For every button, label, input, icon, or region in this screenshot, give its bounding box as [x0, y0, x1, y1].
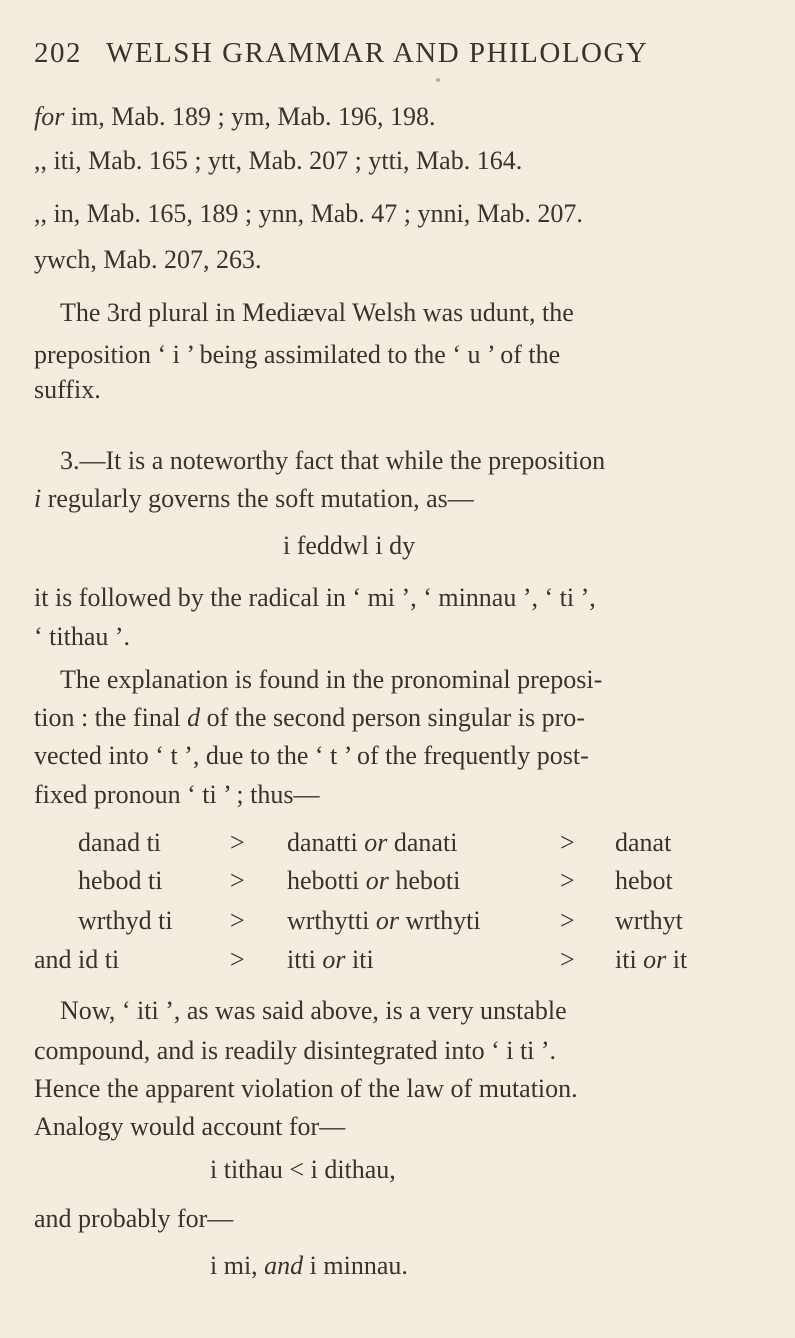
derives-sign: > — [560, 828, 575, 857]
text-run: hebod ti — [78, 866, 163, 895]
text-run: wrthyti — [398, 906, 481, 935]
text-run: suffix. — [34, 375, 101, 404]
text-line — [34, 583, 596, 613]
text-run: i mi, — [210, 1251, 265, 1280]
text-run: Analogy would account for— — [34, 1112, 346, 1141]
text-run: ,, iti, Mab. 165 ; ytt, Mab. 207 ; ytti, Mab. 164. — [34, 146, 523, 175]
text-run: i minnau. — [303, 1251, 408, 1280]
ink-speck — [436, 78, 440, 82]
result-form — [615, 945, 687, 975]
text-run: 3.—It is a noteworthy fact that while the preposition — [60, 446, 606, 475]
source-form — [78, 906, 173, 936]
text-run: Now, ‘ iti ’, as was said above, is a very unstable — [60, 996, 567, 1025]
italic-word: i — [34, 484, 42, 513]
italic-word: or — [364, 828, 388, 857]
intermediate-form — [287, 866, 460, 896]
intermediate-form — [287, 945, 374, 975]
text-run: iti — [615, 945, 644, 974]
text-line — [34, 245, 261, 275]
text-run: Hence the apparent violation of the law of mutation. — [34, 1074, 578, 1103]
text-run: preposition ‘ i ’ being assimilated to the ‘ u ’ of the — [34, 340, 561, 369]
italic-word: or — [365, 866, 389, 895]
text-run: itti — [287, 945, 323, 974]
text-run: im, Mab. 189 ; ym, Mab. 196, 198. — [64, 102, 436, 131]
italic-word: or — [375, 906, 399, 935]
text-run: i tithau < i dithau, — [210, 1155, 396, 1184]
text-run: i feddwl i dy — [283, 531, 416, 560]
text-line — [34, 1112, 345, 1142]
italic-word: for — [34, 102, 65, 131]
text-run: tion : the final — [34, 703, 188, 732]
text-run: and probably for— — [34, 1204, 234, 1233]
text-run: The explanation is found in the pronominal preposi- — [60, 665, 603, 694]
result-form — [615, 828, 671, 858]
text-line — [60, 446, 605, 476]
text-run: ,, in, Mab. 165, 189 ; ynn, Mab. 47 ; ynni, Mab. 207. — [34, 199, 583, 228]
text-line — [60, 996, 567, 1026]
text-run: ywch, Mab. 207, 263. — [34, 245, 262, 274]
derives-sign: > — [230, 906, 245, 935]
text-line — [34, 102, 436, 132]
italic-word: d — [187, 703, 201, 732]
source-form — [78, 866, 163, 896]
text-run: fixed pronoun ‘ ti ’ ; thus— — [34, 780, 320, 809]
page-number: 202 — [34, 37, 82, 69]
text-line — [34, 622, 130, 652]
result-form — [615, 906, 683, 936]
text-line — [34, 199, 583, 229]
text-line — [34, 484, 474, 514]
text-line — [34, 780, 319, 810]
derives-sign: > — [230, 945, 245, 974]
text-run: and id ti — [34, 945, 120, 974]
text-line — [34, 741, 589, 771]
text-line — [34, 146, 522, 176]
text-line — [210, 1155, 396, 1185]
text-run: danad ti — [78, 828, 162, 857]
source-form — [34, 945, 119, 975]
text-line — [283, 531, 415, 561]
text-run: it is followed by the radical in ‘ mi ’, ‘ minnau ’, ‘ ti ’, — [34, 583, 596, 612]
text-run: regularly governs the soft mutation, as— — [41, 484, 474, 513]
text-run: hebotti — [287, 866, 366, 895]
text-run: compound, and is readily disintegrated into ‘ i ti ’. — [34, 1036, 557, 1065]
running-title: WELSH GRAMMAR AND PHILOLOGY — [106, 37, 649, 69]
text-run: hebot — [615, 866, 673, 895]
text-run: wrthytti — [287, 906, 376, 935]
text-line — [60, 665, 602, 695]
text-line — [34, 375, 101, 405]
text-run: wrthyt — [615, 906, 683, 935]
italic-word: or — [643, 945, 667, 974]
text-run: danati — [387, 828, 458, 857]
derives-sign: > — [230, 866, 245, 895]
text-line — [34, 340, 560, 370]
text-run: heboti — [388, 866, 461, 895]
text-line — [210, 1251, 408, 1281]
text-line — [60, 298, 574, 328]
text-line — [34, 1074, 578, 1104]
text-run: of the second person singular is pro- — [200, 703, 585, 732]
derives-sign: > — [560, 866, 575, 895]
source-form — [78, 828, 161, 858]
italic-word: and — [264, 1251, 304, 1280]
text-run: danat — [615, 828, 672, 857]
derives-sign: > — [560, 906, 575, 935]
text-run: vected into ‘ t ’, due to the ‘ t ’ of the frequently post- — [34, 741, 589, 770]
text-line — [34, 1204, 233, 1234]
result-form — [615, 866, 673, 896]
text-line — [34, 703, 585, 733]
derives-sign: > — [560, 945, 575, 974]
italic-word: or — [322, 945, 346, 974]
text-run: danatti — [287, 828, 365, 857]
intermediate-form — [287, 828, 457, 858]
text-line — [34, 1036, 556, 1066]
text-run: ‘ tithau ’. — [34, 622, 131, 651]
text-run: wrthyd ti — [78, 906, 173, 935]
text-run: it — [666, 945, 688, 974]
derives-sign: > — [230, 828, 245, 857]
intermediate-form — [287, 906, 481, 936]
text-run: The 3rd plural in Mediæval Welsh was udunt, the — [60, 298, 574, 327]
text-run: iti — [345, 945, 374, 974]
